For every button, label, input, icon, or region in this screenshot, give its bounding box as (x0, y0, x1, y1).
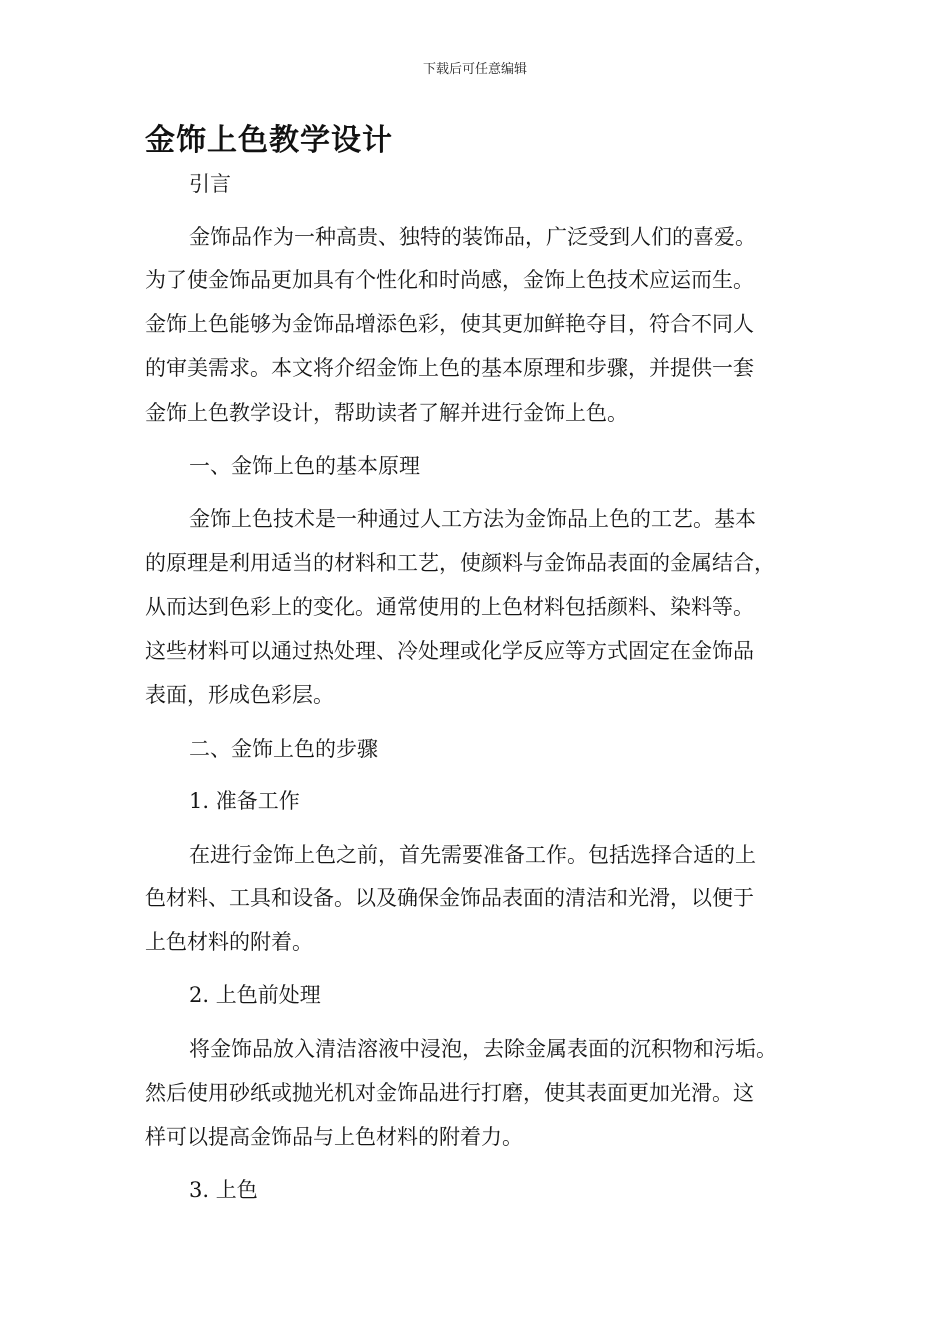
paragraph-line: 为了使金饰品更加具有个性化和时尚感，金饰上色技术应运而生。 (145, 268, 754, 292)
section-heading-principle: 一、金饰上色的基本原理 (189, 454, 420, 478)
paragraph-line: 然后使用砂纸或抛光机对金饰品进行打磨，使其表面更加光滑。这 (145, 1081, 754, 1105)
section-heading-steps: 二、金饰上色的步骤 (189, 737, 378, 761)
paragraph-line: 色材料、工具和设备。以及确保金饰品表面的清洁和光滑，以便于 (145, 886, 754, 910)
section-heading-intro: 引言 (189, 172, 231, 196)
page-header: 下载后可任意编辑 (422, 62, 527, 77)
step-heading-1: 1. 准备工作 (189, 789, 300, 813)
paragraph-line: 将金饰品放入清洁溶液中浸泡，去除金属表面的沉积物和污垢。 (189, 1037, 777, 1061)
document-title: 金饰上色教学设计 (145, 123, 393, 158)
paragraph-line: 表面，形成色彩层。 (145, 683, 334, 707)
paragraph-line: 的原理是利用适当的材料和工艺，使颜料与金饰品表面的金属结合， (145, 551, 775, 575)
step-heading-3: 3. 上色 (189, 1178, 258, 1202)
paragraph-line: 金饰上色教学设计，帮助读者了解并进行金饰上色。 (145, 401, 628, 425)
paragraph-line: 金饰上色技术是一种通过人工方法为金饰品上色的工艺。基本 (189, 507, 756, 531)
paragraph-line: 金饰上色能够为金饰品增添色彩，使其更加鲜艳夺目，符合不同人 (145, 312, 754, 336)
step-heading-2: 2. 上色前处理 (189, 983, 321, 1007)
paragraph-line: 从而达到色彩上的变化。通常使用的上色材料包括颜料、染料等。 (145, 595, 754, 619)
paragraph-line: 样可以提高金饰品与上色材料的附着力。 (145, 1125, 523, 1149)
paragraph-line: 的审美需求。本文将介绍金饰上色的基本原理和步骤，并提供一套 (145, 356, 754, 380)
paragraph-line: 这些材料可以通过热处理、冷处理或化学反应等方式固定在金饰品 (145, 639, 754, 663)
paragraph-line: 金饰品作为一种高贵、独特的装饰品，广泛受到人们的喜爱。 (189, 225, 756, 249)
paragraph-line: 上色材料的附着。 (145, 930, 313, 954)
paragraph-line: 在进行金饰上色之前，首先需要准备工作。包括选择合适的上 (189, 843, 756, 867)
